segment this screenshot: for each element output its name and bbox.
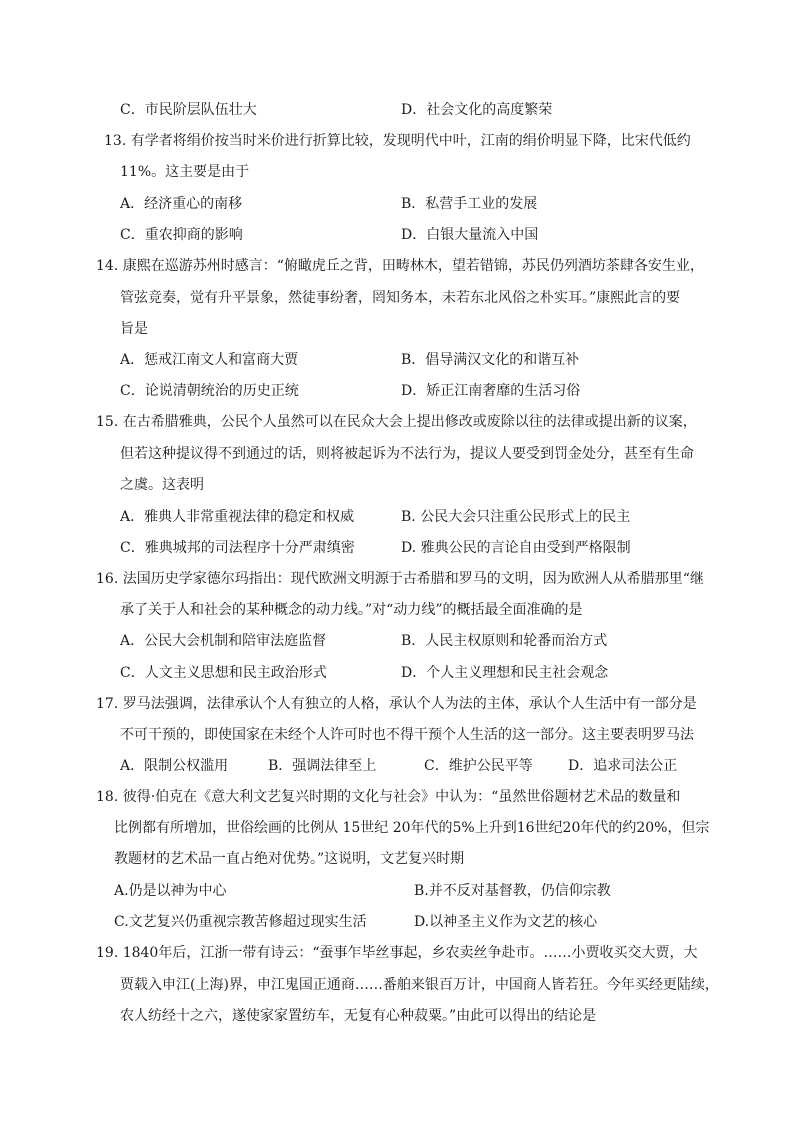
q17-option-b: B．强调法律至上 — [268, 758, 377, 774]
q17-option-c: C．维护公民平等 — [424, 758, 533, 774]
q16-option-a: A．公民大会机制和陪审法庭监督 — [120, 633, 327, 649]
q14-stem-line-3: 旨是 — [120, 321, 148, 337]
q19-stem-line-3: 农人纺经十之六，遂使家家置纺车，无复有心种菽粟。”由此可以得出的结论是 — [120, 1008, 597, 1024]
q12-option-d: D．社会文化的高度繁荣 — [401, 102, 553, 118]
q19-stem-line-1: 19. 1840年后，江浙一带有诗云：“蚕事乍毕丝事起，乡农卖丝争赴市。……小贾收买交大贾，大 — [96, 945, 698, 961]
q17-option-a: A．限制公权滥用 — [120, 758, 229, 774]
q16-option-d: D．个人主义理想和民主社会观念 — [401, 665, 609, 681]
q13-stem-line-2: 11%。这主要是由于 — [120, 164, 250, 180]
q18-option-a: A.仍是以神为中心 — [114, 883, 227, 899]
q17-stem-line-1: 17. 罗马法强调，法律承认个人有独立的人格，承认个人为法的主体，承认个人生活中有一部分是 — [96, 696, 697, 712]
q13-option-c: C．重农抑商的影响 — [120, 227, 243, 243]
q14-option-b: B．倡导满汉文化的和谐互补 — [401, 352, 580, 368]
q16-option-c: C．人文主义思想和民主政治形式 — [120, 665, 327, 681]
q14-stem-line-2: 管弦竞奏，觉有升平景象，然徒事纷奢，罔知务本，未若东北风俗之朴实耳。”康熙此言的要 — [120, 290, 681, 306]
q18-option-b: B.并不反对基督教，仍信仰宗教 — [414, 883, 611, 899]
q16-stem-line-1: 16. 法国历史学家德尔玛指出：现代欧洲文明源于古希腊和罗马的文明，因为欧洲人从希腊那里“继 — [96, 571, 704, 587]
q14-option-a: A．惩戒江南文人和富商大贾 — [120, 352, 299, 368]
q17-stem-line-2: 不可干预的，即使国家在未经个人许可时也不得干预个人生活的这一部分。这主要表明罗马法 — [120, 727, 694, 743]
q17-option-d: D．追求司法公正 — [568, 758, 678, 774]
q15-option-c: C．雅典城邦的司法程序十分严肃缜密 — [120, 540, 355, 556]
q13-stem-line-1: 13. 有学者将绢价按当时米价进行折算比较，发现明代中叶，江南的绢价明显下降，比宋代低约 — [104, 133, 691, 149]
q13-option-a: A．经济重心的南移 — [120, 196, 243, 212]
q14-option-c: C．论说清朝统治的历史正统 — [120, 383, 299, 399]
q15-stem-line-1: 15. 在古希腊雅典，公民个人虽然可以在民众大会上提出修改或废除以往的法律或提出新的议案， — [96, 414, 697, 430]
q14-option-d: D．矫正江南奢靡的生活习俗 — [401, 383, 581, 399]
q15-option-d: D. 雅典公民的言论自由受到严格限制 — [401, 540, 631, 556]
q14-stem-line-1: 14. 康熙在巡游苏州时感言：“俯瞰虎丘之背，田畴林木，望若错锦，苏民仍列酒坊茶肆各安生业， — [96, 258, 704, 274]
q15-stem-line-2: 但若这种提议得不到通过的话，则将被起诉为不法行为，提议人要受到罚金处分，甚至有生命 — [120, 446, 694, 462]
q19-stem-line-2: 贾载入申江(上海)界，申江鬼国正通商……番舶来银百万计，中国商人皆若狂。今年买经更陆续， — [120, 977, 719, 993]
q15-stem-line-3: 之虞。这表明 — [120, 477, 204, 493]
q18-stem-line-2: 比例都有所增加，世俗绘画的比例从 15世纪 20年代的5%上升到16世纪20年代的约20%，但宗 — [114, 820, 710, 836]
q16-stem-line-2: 承了关于人和社会的某种概念的动力线。”对“动力线”的概括最全面准确的是 — [120, 602, 583, 618]
q18-option-d: D.以神圣主义作为文艺的核心 — [414, 914, 598, 930]
q16-option-b: B．人民主权原则和轮番而治方式 — [401, 633, 608, 649]
q18-option-c: C.文艺复兴仍重视宗教苦修超过现实生活 — [114, 914, 367, 930]
q15-option-b: B. 公民大会只注重公民形式上的民主 — [401, 509, 631, 525]
q18-stem-line-3: 教题材的艺术品一直占绝对优势。”这说明，文艺复兴时期 — [114, 851, 465, 867]
q15-option-a: A．雅典人非常重视法律的稳定和权威 — [120, 509, 355, 525]
q13-option-b: B．私营手工业的发展 — [401, 196, 538, 212]
q13-option-d: D．白银大量流入中国 — [401, 227, 539, 243]
q18-stem-line-1: 18. 彼得·伯克在《意大利文艺复兴时期的文化与社会》中认为：“虽然世俗题材艺术品的数量和 — [96, 789, 681, 805]
q12-option-c: C．市民阶层队伍壮大 — [120, 102, 257, 118]
